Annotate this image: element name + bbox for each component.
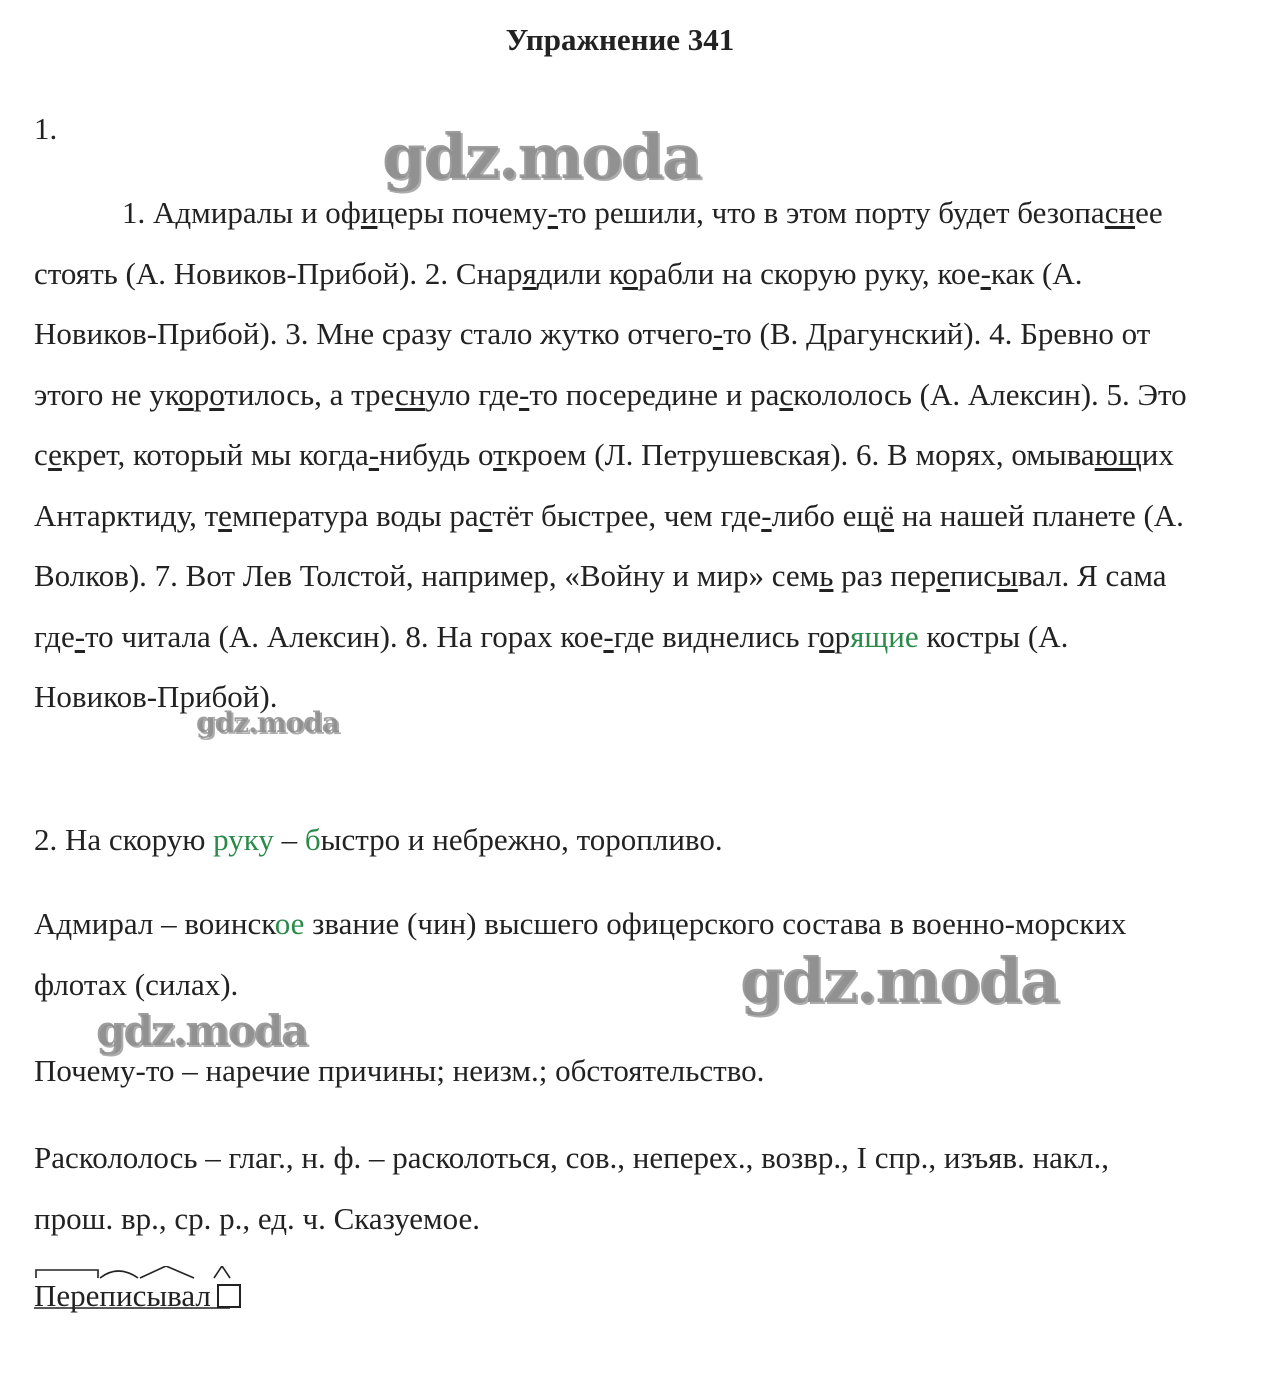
part-2-idiom: 2. На скорую руку – быстро и небрежно, торопливо.	[34, 822, 723, 857]
morpheme-marks	[34, 1266, 244, 1318]
exercise-title: Упражнение 341	[505, 22, 735, 57]
watermark-medium: gdz.moda	[96, 1006, 307, 1055]
scheme-word: Переписывал	[34, 1276, 211, 1316]
admiral-definition: Адмирал – воинское звание (чин) высшего офицерского состава в военно-морских флотах (силах).	[34, 906, 1127, 1002]
watermark: gdz.moda	[382, 120, 700, 193]
exercise-sentences: 1. Адмиралы и офицеры почему-то решили, что в этом порту будет безопаснее стоять (А. Новиков-Прибой). 2. Снарядили корабли на скорую руку, кое-как (А. Новиков-Прибой). 3. Мне сразу стало жутко отчего-то (В. Драгунский). 4. Бревно от этого не укоротилось, а треснуло где-то посередине и раскололось (А. Алексин). 5. Это секрет, который мы когда-нибудь откроем (Л. Петрушевская). 6. В морях, омывающих Антарктиду, температура воды растёт быстрее, чем где-либо ещё на нашей планете (А. Волков). 7. Вот Лев Толстой, например, «Войну и мир» семь раз переписывал. Я сама где-то читала (А. Алексин). 8. На горах кое-где виднелись горящие костры (А. Новиков-Прибой).	[34, 195, 1187, 714]
part-1-label: 1.	[34, 111, 58, 146]
watermark-large: gdz.moda	[740, 944, 1058, 1017]
watermark-small: gdz.moda	[196, 706, 339, 739]
raskololos-analysis: Раскололось – глаг., н. ф. – расколоться, сов., неперех., возвр., I спр., изъяв. накл., прош. вр., ср. р., ед. ч. Сказуемое.	[34, 1140, 1109, 1236]
pochemu-analysis: Почему-то – наречие причины; неизм.; обстоятельство.	[34, 1053, 765, 1088]
word-structure-scheme	[34, 1276, 241, 1316]
